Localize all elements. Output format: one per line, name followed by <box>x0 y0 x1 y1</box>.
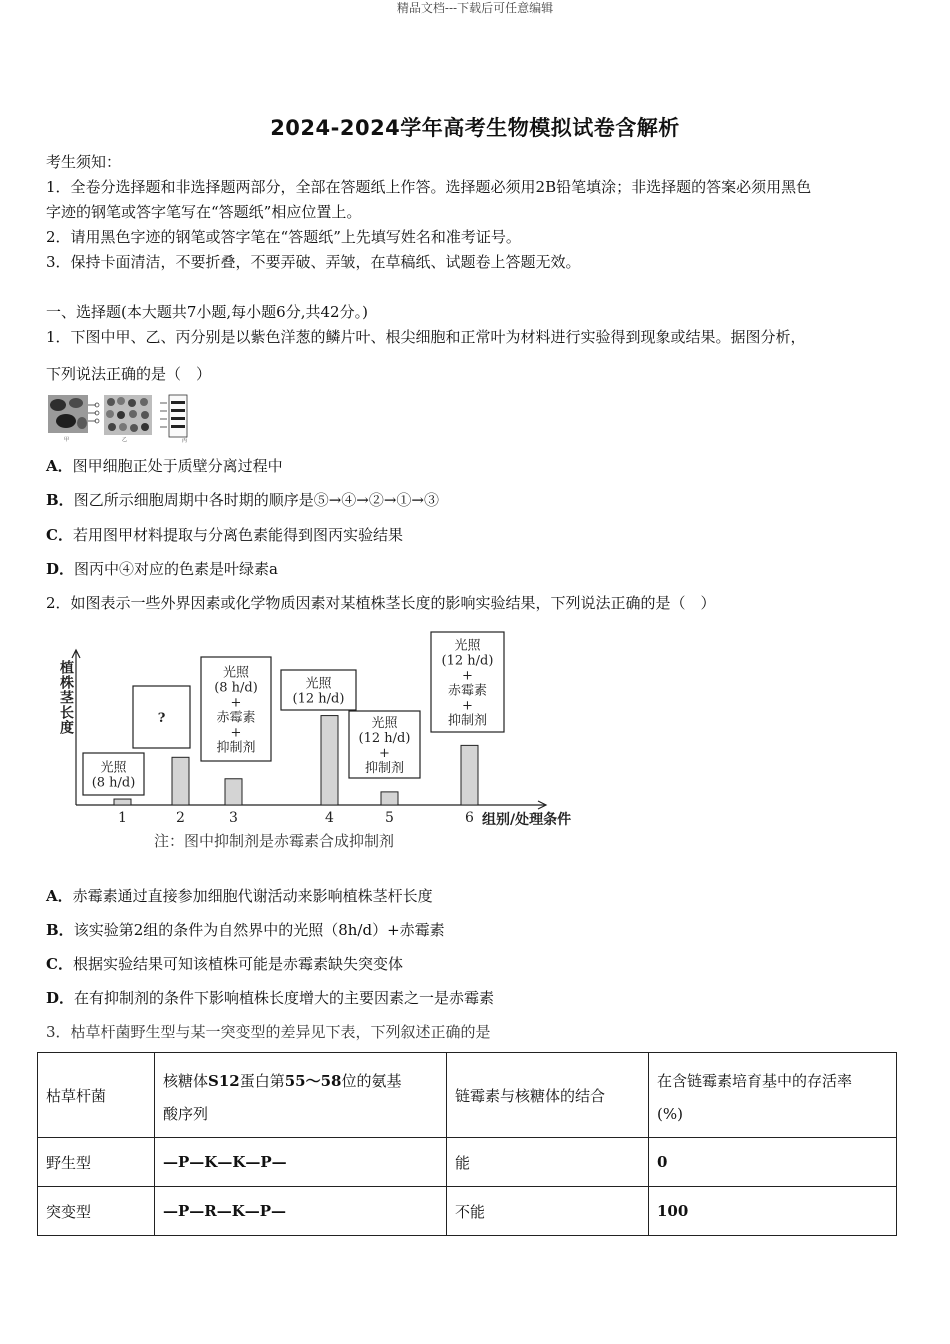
table-cell: 0 <box>649 1138 897 1187</box>
table-header-row <box>38 1053 897 1138</box>
table-cell: —P—R—K—P— <box>155 1187 447 1236</box>
option-letter: D． <box>46 989 75 1007</box>
condition-label: + <box>230 725 242 741</box>
x-tick-label: 6 <box>465 810 474 826</box>
x-tick-label: 1 <box>118 810 127 826</box>
table-cell: 野生型 <box>38 1138 155 1187</box>
option-letter: A． <box>46 887 73 905</box>
x-tick-label: 4 <box>325 810 334 826</box>
condition-label: (8 h/d) <box>91 775 136 791</box>
table-cell: 能 <box>447 1138 649 1187</box>
q2-option-b[interactable] <box>46 920 906 940</box>
table-header-cell: 核糖体S12蛋白第55～58位的氨基 酸序列 <box>155 1053 447 1138</box>
condition-label: + <box>379 746 390 761</box>
table-header-cell: 在含链霉素培育基中的存活率 (%) <box>649 1053 897 1138</box>
figure-label-bing: 丙 <box>182 438 188 443</box>
table-cell: —P—K—K—P— <box>155 1138 447 1187</box>
page-title: 2024-2024学年高考生物模拟试卷含解析 <box>270 116 680 140</box>
bar <box>225 779 242 805</box>
figure-yi-image <box>104 395 152 443</box>
notice-item: 1．全卷分选择题和非选择题两部分，全部在答题纸上作答。选择题必须用2B铅笔填涂；非选择题的答案必须用黑色 <box>46 178 812 196</box>
condition-label: 抑制剂 <box>216 740 256 756</box>
condition-label: 光照 <box>100 760 127 776</box>
bar <box>321 716 338 805</box>
option-letter: D． <box>46 560 75 578</box>
bar <box>461 745 478 805</box>
condition-label: 光照 <box>305 676 332 692</box>
q2-option-d[interactable] <box>46 988 906 1008</box>
bar <box>114 799 131 805</box>
figure-bing-image <box>160 395 187 443</box>
x-tick-label: 5 <box>385 810 394 826</box>
condition-label: + <box>462 668 473 684</box>
q1-stem-line2: 下列说法正确的是（ ） <box>46 365 212 383</box>
q2-option-c[interactable] <box>46 954 906 974</box>
x-tick-label: 3 <box>229 810 238 826</box>
condition-label: (12 h/d) <box>441 653 494 669</box>
condition-label: + <box>462 698 473 714</box>
option-text: 若用图甲材料提取与分离色素能得到图丙实验结果 <box>72 526 403 544</box>
condition-label: 光照 <box>371 716 398 731</box>
table-header-cell-line2: (%) <box>657 1105 683 1123</box>
q2-stem: 2．如图表示一些外界因素或化学物质因素对某植株茎长度的影响实验结果，下列说法正确的是（ ） <box>46 594 716 612</box>
condition-label: (12 h/d) <box>292 691 345 707</box>
bar <box>172 757 189 805</box>
option-text: 赤霉素通过直接参加细胞代谢活动来影响植株茎杆长度 <box>72 887 433 905</box>
bar <box>381 792 398 805</box>
condition-label: (8 h/d) <box>214 680 258 696</box>
table-row <box>38 1187 897 1236</box>
condition-label: + <box>230 695 242 711</box>
table-cell: 不能 <box>447 1187 649 1236</box>
figure-label-yi: 乙 <box>122 437 128 443</box>
chart-note: 注：图中抑制剂是赤霉素合成抑制剂 <box>154 832 395 850</box>
table-header-cell: 链霉素与核糖体的结合 <box>447 1053 649 1138</box>
option-letter: B． <box>46 921 74 939</box>
q3-table <box>37 1052 897 1236</box>
condition-label: (12 h/d) <box>358 731 411 746</box>
figure-jia-image <box>48 395 99 443</box>
q1-option-b[interactable] <box>46 490 906 510</box>
condition-label: 赤霉素 <box>447 683 488 699</box>
x-tick-label: 2 <box>176 810 185 826</box>
notice-item: 3．保持卡面清洁，不要折叠，不要弄破、弄皱，在草稿纸、试题卷上答题无效。 <box>46 253 581 271</box>
table-header-cell-line2: 酸序列 <box>163 1105 209 1123</box>
q2-option-a[interactable] <box>46 886 906 906</box>
option-text: 该实验第2组的条件为自然界中的光照（8h/d）+赤霉素 <box>73 921 445 939</box>
condition-label: 光照 <box>454 638 481 654</box>
figure-label-jia: 甲 <box>64 437 70 443</box>
table-header-cell: 枯草杆菌 <box>38 1053 155 1138</box>
table-cell: 突变型 <box>38 1187 155 1236</box>
table-row <box>38 1138 897 1187</box>
condition-label: 赤霉素 <box>216 710 256 726</box>
q3-stem: 3．枯草杆菌野生型与某一突变型的差异见下表，下列叙述正确的是 <box>46 1023 491 1041</box>
q1-option-d[interactable] <box>46 559 906 579</box>
option-text: 图丙中④对应的色素是叶绿素a <box>74 560 278 578</box>
condition-label: 抑制剂 <box>364 761 405 776</box>
q1-stem-line1: 1．下图中甲、乙、丙分别是以紫色洋葱的鳞片叶、根尖细胞和正常叶为材料进行实验得到现象或结果。据图分析， <box>46 328 806 346</box>
option-text: 在有抑制剂的条件下影响植株长度增大的主要因素之一是赤霉素 <box>74 989 495 1007</box>
condition-label: 抑制剂 <box>447 713 488 729</box>
notice-item: 字迹的钢笔或答字笔写在“答题纸”相应位置上。 <box>46 203 362 221</box>
option-letter: C． <box>46 526 73 544</box>
option-letter: B． <box>46 491 74 509</box>
q1-option-c[interactable] <box>46 525 906 545</box>
notice-heading: 考生须知： <box>46 153 122 171</box>
option-letter: C． <box>46 955 73 973</box>
table-cell: 100 <box>649 1187 897 1236</box>
section-heading: 一、选择题(本大题共7小题,每小题6分,共42分。) <box>46 303 368 321</box>
header-note: 精品文档---下载后可任意编辑 <box>396 1 554 15</box>
condition-label: 光照 <box>222 665 250 681</box>
option-text: 根据实验结果可知该植株可能是赤霉素缺失突变体 <box>72 955 403 973</box>
notice-item: 2．请用黑色字迹的钢笔或答字笔在“答题纸”上先填写姓名和准考证号。 <box>46 228 521 246</box>
q2-bar-chart <box>46 620 606 860</box>
condition-label: ? <box>157 711 166 726</box>
y-axis-label: 植株茎长度 <box>58 660 74 735</box>
x-axis-label: 组别/处理条件 <box>482 812 572 828</box>
option-text: 图甲细胞正处于质壁分离过程中 <box>72 457 283 475</box>
option-text: 图乙所示细胞周期中各时期的顺序是⑤→④→②→①→③ <box>73 491 439 509</box>
option-letter: A． <box>46 457 73 475</box>
q1-option-a[interactable] <box>46 456 906 476</box>
q1-figure <box>48 393 198 443</box>
